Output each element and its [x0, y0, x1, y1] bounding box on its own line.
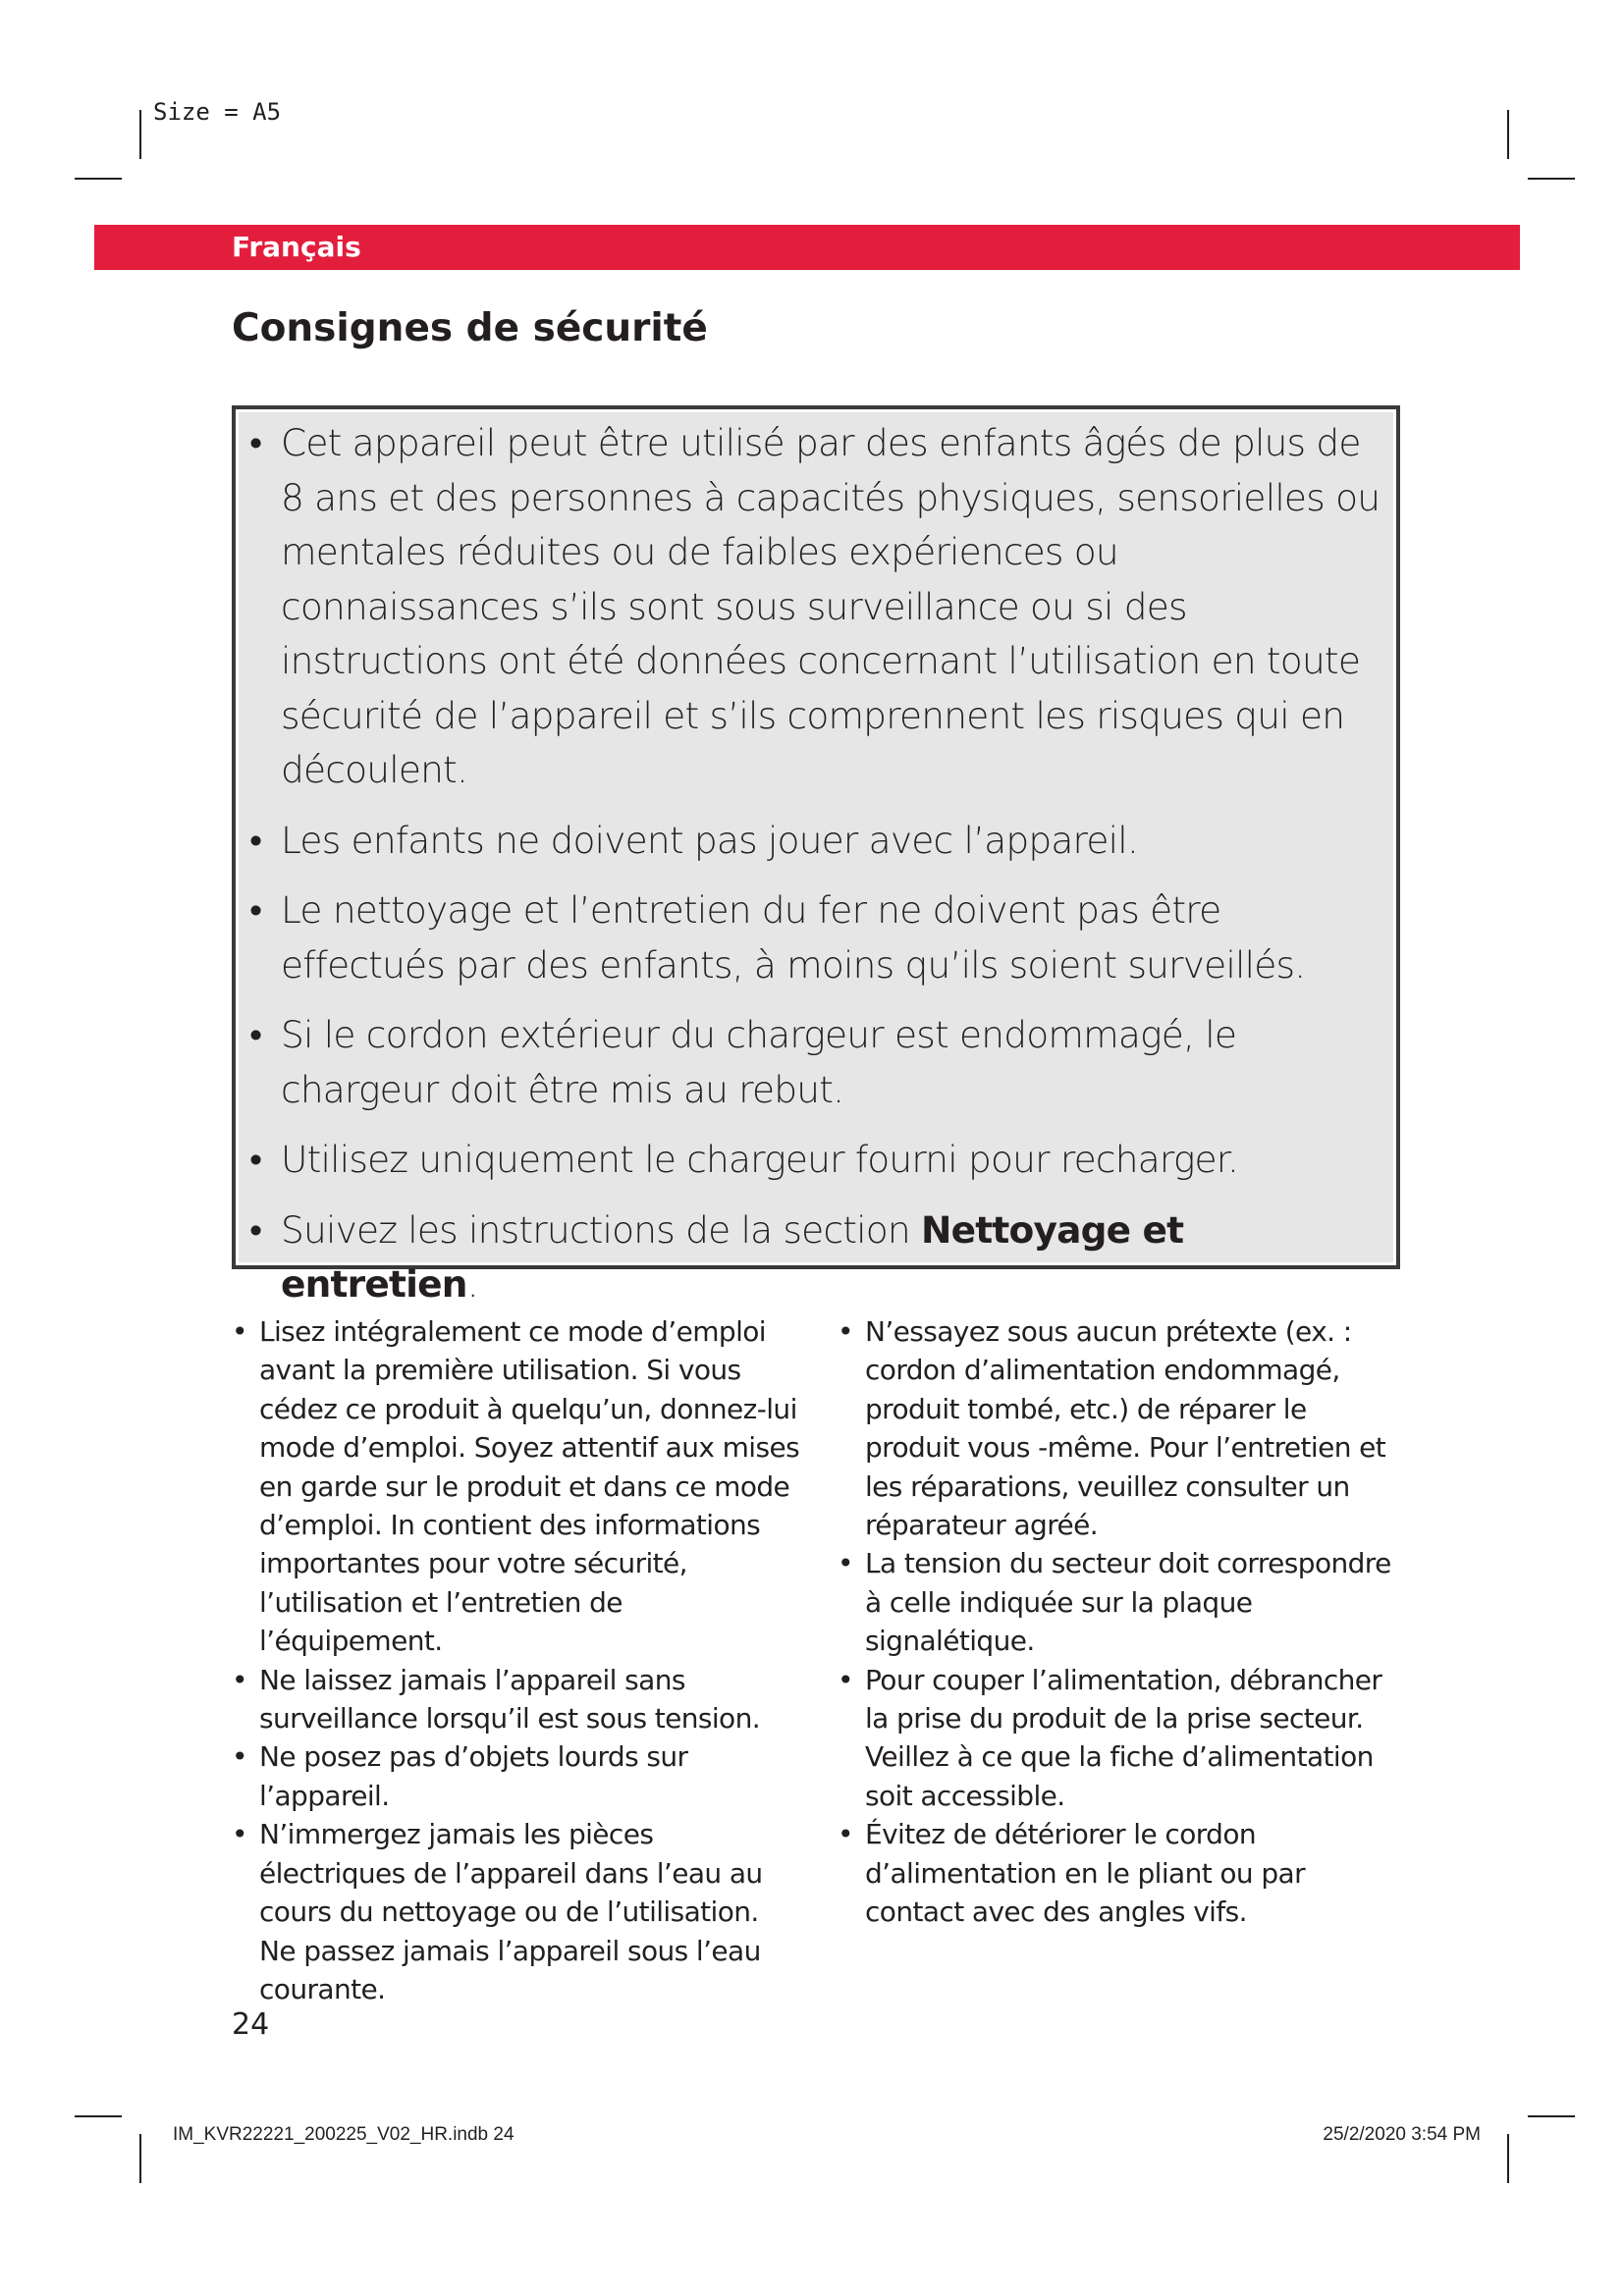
language-band	[94, 225, 1520, 270]
warning-item	[249, 1008, 1382, 1117]
crop-mark-bottom-left-h	[75, 2115, 122, 2117]
page-title: Consignes de sécurité	[232, 306, 708, 350]
warning-list	[249, 416, 1382, 1312]
page-number: 24	[232, 2007, 270, 2042]
list-item	[838, 1312, 1407, 1544]
bullet-icon: •	[838, 1315, 853, 1348]
crop-mark-top-right-h	[1528, 178, 1575, 180]
bullet-icon: •	[232, 1663, 247, 1696]
footer-timestamp: 25/2/2020 3:54 PM	[1323, 2124, 1481, 2145]
list-item	[838, 1661, 1407, 1816]
safety-warning-box	[232, 405, 1400, 1306]
crop-mark-top-right-v	[1507, 110, 1509, 159]
section-reference: Nettoyage et entretien	[281, 1207, 1184, 1306]
list-item-text: La tension du secteur doit correspondre à celle indiquée sur la plaque signalétique.	[865, 1547, 1391, 1658]
size-label: Size = A5	[153, 98, 282, 126]
warning-text-suffix: .	[466, 1262, 478, 1306]
warning-item	[249, 1133, 1382, 1188]
list-item	[232, 1737, 801, 1815]
bullet-icon: •	[249, 421, 262, 464]
bullet-icon: •	[249, 818, 262, 862]
bullet-icon: •	[838, 1663, 853, 1696]
warning-item	[249, 814, 1382, 869]
warning-item	[249, 1203, 1382, 1312]
list-item-text: N’essayez sous aucun prétexte (ex. : cordon d’alimentation endommagé, produit tombé, etc.) de réparer le produit vous -même. Pour l’entretien et les réparations, veuillez consulter un réparateur agréé.	[865, 1315, 1386, 1542]
crop-mark-top-left-h	[75, 178, 122, 180]
list-item-text: Lisez intégralement ce mode d’emploi avant la première utilisation. Si vous cédez ce produit à quelqu’un, donnez-lui mode d’emploi. Soyez attentif aux mises en garde sur le produit et dans ce mode d’emploi. In contient des informations importantes pour votre sécurité, l’utilisation et l’entretien de l’équipement.	[259, 1315, 800, 1658]
bullet-icon: •	[249, 888, 262, 932]
warning-text: Utilisez uniquement le chargeur fourni pour recharger.	[281, 1138, 1239, 1181]
bullet-icon: •	[838, 1547, 853, 1580]
warning-item	[249, 883, 1382, 992]
list-item	[838, 1815, 1407, 1931]
warning-text: Le nettoyage et l’entretien du fer ne doivent pas être effectués par des enfants, à moins qu’ils soient surveillés.	[281, 888, 1306, 987]
warning-item	[249, 416, 1382, 798]
list-item	[232, 1312, 801, 1661]
footer-file-name: IM_KVR22221_200225_V02_HR.indb 24	[173, 2124, 514, 2145]
list-item	[838, 1544, 1407, 1660]
bullet-icon: •	[232, 1315, 247, 1348]
crop-mark-top-left-v	[139, 110, 141, 159]
bullet-icon: •	[249, 1207, 262, 1252]
language-label: Français	[232, 231, 361, 263]
bullet-icon: •	[249, 1013, 262, 1056]
bullet-icon: •	[232, 1818, 247, 1851]
bullet-icon: •	[232, 1740, 247, 1774]
list-item	[232, 1815, 801, 2008]
crop-mark-bottom-left-v	[139, 2134, 141, 2183]
warning-text: Les enfants ne doivent pas jouer avec l’appareil.	[281, 818, 1138, 862]
list-item-text: N’immergez jamais les pièces électriques de l’appareil dans l’eau au cours du nettoyage ou de l’utilisation. Ne passez jamais l’appareil sous l’eau courante.	[259, 1818, 763, 2005]
list-item-text: Évitez de détériorer le cordon d’alimentation en le pliant ou par contact avec des angles vifs.	[865, 1818, 1306, 1929]
bullet-icon: •	[838, 1818, 853, 1851]
left-column	[232, 1312, 801, 2008]
warning-text: Si le cordon extérieur du chargeur est endommagé, le chargeur doit être mis au rebut.	[281, 1013, 1237, 1111]
crop-mark-bottom-right-v	[1507, 2134, 1509, 2183]
right-column	[838, 1312, 1407, 1932]
bullet-icon: •	[249, 1138, 262, 1181]
crop-mark-bottom-right-h	[1528, 2115, 1575, 2117]
list-item-text: Ne posez pas d’objets lourds sur l’appareil.	[259, 1740, 688, 1812]
list-item-text: Pour couper l’alimentation, débrancher la prise du produit de la prise secteur. Veillez à ce que la fiche d’alimentation soit accessible.	[865, 1663, 1382, 1812]
list-item-text: Ne laissez jamais l’appareil sans surveillance lorsqu’il est sous tension.	[259, 1663, 761, 1735]
warning-text-prefix: Suivez les instructions de la section	[281, 1207, 922, 1252]
list-item	[232, 1661, 801, 1738]
warning-text: Cet appareil peut être utilisé par des enfants âgés de plus de 8 ans et des personnes à capacités physiques, sensorielles ou mentales réduites ou de faibles expériences ou connaissances s’ils sont sous surveillance ou si des instructions ont été données concernant l’utilisation en toute sécurité de l’appareil et s’ils comprennent les risques qui en découlent.	[281, 421, 1380, 791]
